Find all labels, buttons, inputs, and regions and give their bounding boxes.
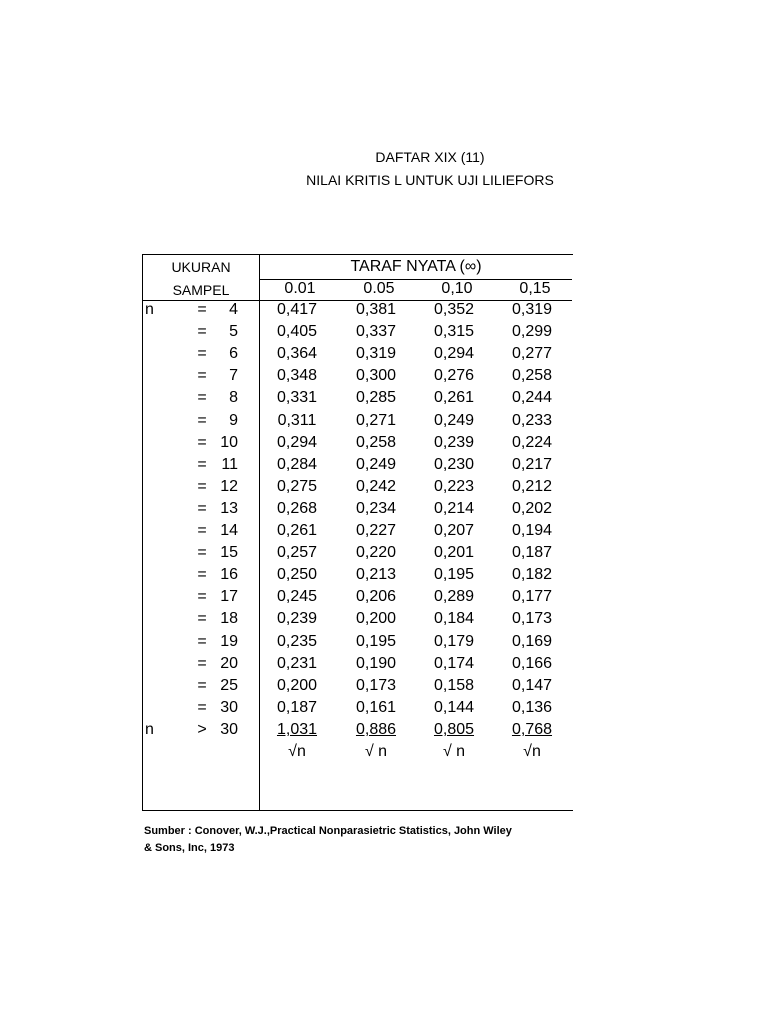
table-row xyxy=(142,387,572,409)
table-row xyxy=(142,299,572,321)
sqrt-n-0-15: √n xyxy=(523,743,541,760)
title-line-2: NILAI KRITIS L UNTUK UJI LILIEFORS xyxy=(306,172,554,188)
table-cell: 0,230 xyxy=(433,455,475,473)
row-sample-size: 30 xyxy=(220,698,238,716)
table-cell: 0,348 xyxy=(276,367,318,385)
row-operator: = xyxy=(197,477,207,495)
row-sample-size: 6 xyxy=(229,345,238,363)
table-cell: 0,250 xyxy=(276,566,318,584)
row-operator: = xyxy=(197,588,207,606)
table-row xyxy=(142,697,572,719)
table-cell: 0,239 xyxy=(276,610,318,628)
row-operator: = xyxy=(197,499,207,517)
table-cell: 0,187 xyxy=(511,544,553,562)
table-cell: 0,227 xyxy=(355,522,397,539)
row-sample-size: 20 xyxy=(220,654,238,672)
table-cell: 0,768 xyxy=(511,720,553,738)
table-row xyxy=(142,542,572,564)
table-cell: 0,201 xyxy=(433,544,475,562)
row-operator: > xyxy=(197,720,207,738)
row-sample-size: 19 xyxy=(220,632,238,650)
table-cell: 0,136 xyxy=(511,698,553,716)
row-operator: = xyxy=(197,566,207,584)
table-row xyxy=(142,476,572,498)
table-row xyxy=(142,321,572,343)
table-cell: 0,169 xyxy=(511,632,553,650)
row-sample-size: 10 xyxy=(220,433,238,451)
table-cell: 0,217 xyxy=(511,455,553,473)
table-row xyxy=(142,343,572,365)
table-cell: 0,173 xyxy=(511,610,553,628)
header-taraf-nyata: TARAF NYATA (∞) xyxy=(350,258,482,275)
row-sample-size: 15 xyxy=(220,544,238,562)
table-cell: 0,212 xyxy=(511,477,553,495)
table-cell: 0,271 xyxy=(355,411,397,429)
table-row xyxy=(142,520,572,542)
table-cell: 0,294 xyxy=(433,345,475,363)
table-row xyxy=(142,498,572,520)
table-cell: 0,261 xyxy=(276,522,318,539)
table-cell: 0,231 xyxy=(276,654,318,672)
source-line-2: & Sons, Inc, 1973 xyxy=(144,842,235,854)
table-cell: 0,213 xyxy=(355,566,397,584)
table-row xyxy=(142,631,572,653)
header-sampel: SAMPEL xyxy=(172,282,230,298)
table-cell: 0,277 xyxy=(511,345,553,363)
table-row xyxy=(142,365,572,387)
column-header-0-15: 0,15 xyxy=(519,280,551,297)
table-cell: 0,242 xyxy=(355,477,397,495)
table-cell: 0,161 xyxy=(355,698,397,716)
row-operator: = xyxy=(197,389,207,407)
table-cell: 0,184 xyxy=(433,610,475,628)
table-cell: 0,187 xyxy=(276,698,318,716)
row-operator: = xyxy=(197,433,207,451)
table-cell: 0,179 xyxy=(433,632,475,650)
table-row xyxy=(142,586,572,608)
table-cell: 0,352 xyxy=(433,301,475,318)
table-cell: 0,207 xyxy=(433,522,475,539)
table-cell: 0,381 xyxy=(355,301,397,318)
row-sample-size: 13 xyxy=(220,499,238,517)
table-cell: 0,173 xyxy=(355,676,397,694)
table-cell: 0,300 xyxy=(355,367,397,385)
table-cell: 0,886 xyxy=(355,720,397,738)
table-cell: 0,249 xyxy=(355,455,397,473)
table-cell: 0,190 xyxy=(355,654,397,672)
table-cell: 0,417 xyxy=(276,301,318,318)
table-cell: 0,276 xyxy=(433,367,475,385)
table-cell: 0,244 xyxy=(511,389,553,407)
table-row xyxy=(142,432,572,454)
table-row xyxy=(142,719,572,741)
table-cell: 0,285 xyxy=(355,389,397,407)
table-row xyxy=(142,564,572,586)
row-operator: = xyxy=(197,654,207,672)
row-operator: = xyxy=(197,698,207,716)
sqrt-n-0-01: √n xyxy=(288,743,306,760)
row-operator: = xyxy=(197,455,207,473)
table-cell: 0,258 xyxy=(355,433,397,451)
table-cell: 0,147 xyxy=(511,676,553,694)
table-cell: 0,257 xyxy=(276,544,318,562)
table-cell: 0,239 xyxy=(433,433,475,451)
table-cell: 0,220 xyxy=(355,544,397,562)
table-cell: 0,174 xyxy=(433,654,475,672)
sqrt-n-0-10: √ n xyxy=(442,743,466,760)
row-operator: = xyxy=(197,367,207,385)
row-sample-size: 18 xyxy=(220,610,238,628)
row-sample-size: 9 xyxy=(229,411,238,429)
table-cell: 0,294 xyxy=(276,433,318,451)
sqrt-n-0-05: √ n xyxy=(364,743,388,760)
table-cell: 0,158 xyxy=(433,676,475,694)
table-cell: 1,031 xyxy=(276,720,318,738)
table-cell: 0,195 xyxy=(433,566,475,584)
table-cell: 0,405 xyxy=(276,323,318,341)
row-operator: = xyxy=(197,411,207,429)
row-sample-size: 8 xyxy=(229,389,238,407)
table-row xyxy=(142,675,572,697)
row-operator: = xyxy=(197,301,207,318)
row-operator: = xyxy=(197,345,207,363)
table-cell: 0,214 xyxy=(433,499,475,517)
table-cell: 0,245 xyxy=(276,588,318,606)
table-cell: 0,311 xyxy=(277,411,317,429)
row-sample-size: 16 xyxy=(220,566,238,584)
table-cell: 0,805 xyxy=(433,720,475,738)
row-operator: = xyxy=(197,522,207,539)
row-sample-size: 5 xyxy=(229,323,238,341)
table-cell: 0,299 xyxy=(511,323,553,341)
table-cell: 0,284 xyxy=(276,455,318,473)
table-cell: 0,195 xyxy=(355,632,397,650)
table-cell: 0,268 xyxy=(276,499,318,517)
row-sample-size: 7 xyxy=(229,367,238,385)
row-sample-size: 30 xyxy=(220,720,238,738)
table-cell: 0,202 xyxy=(511,499,553,517)
table-cell: 0,206 xyxy=(355,588,397,606)
table-cell: 0,331 xyxy=(276,389,318,407)
table-cell: 0,315 xyxy=(433,323,475,341)
row-sample-size: 11 xyxy=(221,455,238,473)
table-cell: 0,261 xyxy=(433,389,475,407)
row-operator: = xyxy=(197,676,207,694)
row-sample-size: 14 xyxy=(220,522,238,539)
table-cell: 0,258 xyxy=(511,367,553,385)
table-cell: 0,319 xyxy=(511,301,553,318)
table-cell: 0,364 xyxy=(276,345,318,363)
row-n-label: n xyxy=(145,720,154,738)
table-cell: 0,144 xyxy=(433,698,475,716)
table-cell: 0,234 xyxy=(355,499,397,517)
column-header-0-10: 0,10 xyxy=(441,280,473,297)
row-operator: = xyxy=(197,544,207,562)
table-cell: 0,275 xyxy=(276,477,318,495)
table-cell: 0,200 xyxy=(276,676,318,694)
table-cell: 0,182 xyxy=(511,566,553,584)
table-cell: 0,177 xyxy=(511,588,553,606)
header-ukuran: UKURAN xyxy=(171,259,231,275)
row-operator: = xyxy=(197,610,207,628)
table-cell: 0,233 xyxy=(511,411,553,429)
title-line-1: DAFTAR XIX (11) xyxy=(375,149,485,165)
table-cell: 0,223 xyxy=(433,477,475,495)
table-cell: 0,194 xyxy=(511,522,553,539)
row-operator: = xyxy=(197,323,207,341)
table-cell: 0,337 xyxy=(355,323,397,341)
row-operator: = xyxy=(197,632,207,650)
table-cell: 0,200 xyxy=(355,610,397,628)
source-line-1: Sumber : Conover, W.J.,Practical Nonparasietric Statistics, John Wiley xyxy=(144,825,512,837)
table-cell: 0,319 xyxy=(355,345,397,363)
table-row xyxy=(142,608,572,630)
column-header-0-05: 0.05 xyxy=(363,280,395,297)
table-row xyxy=(142,454,572,476)
row-sample-size: 25 xyxy=(220,676,238,694)
row-sample-size: 12 xyxy=(220,477,238,495)
row-n-label: n xyxy=(145,301,154,318)
row-sample-size: 4 xyxy=(229,301,238,318)
column-header-0-01: 0.01 xyxy=(284,280,316,297)
table-row xyxy=(142,653,572,675)
table-row xyxy=(142,410,572,432)
table-cell: 0,166 xyxy=(511,654,553,672)
row-sample-size: 17 xyxy=(220,588,238,606)
table-cell: 0,289 xyxy=(433,588,475,606)
table-cell: 0,235 xyxy=(276,632,318,650)
table-cell: 0,249 xyxy=(433,411,475,429)
table-cell: 0,224 xyxy=(511,433,553,451)
